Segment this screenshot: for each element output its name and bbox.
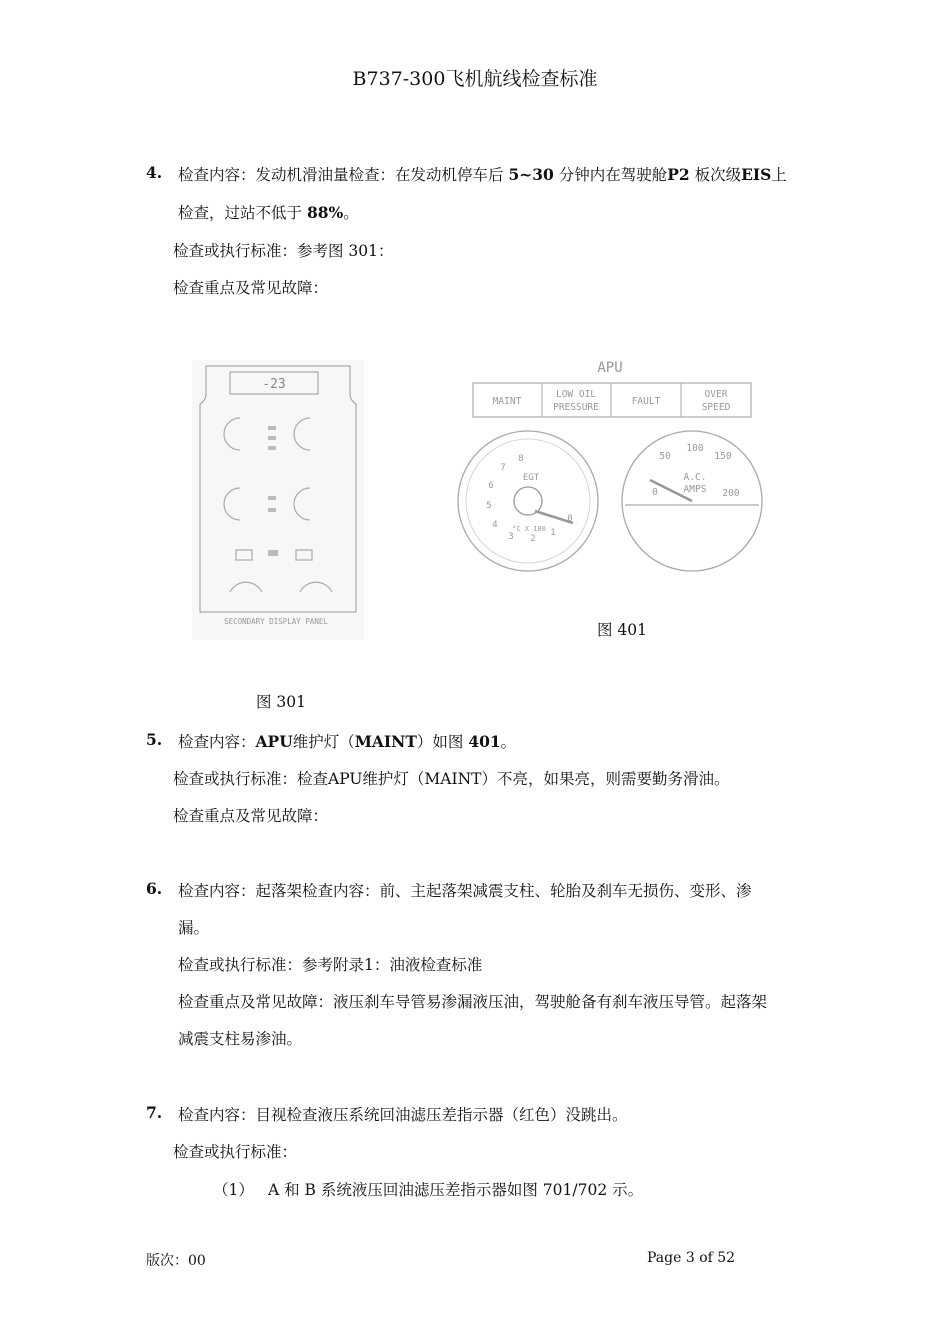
apu-title: APU [597, 360, 623, 376]
egt-sublabel: °C X 100 [512, 525, 546, 533]
item-4-content-line2: 检查，过站不低于 88%。 [178, 203, 359, 222]
amps-tick-150: 150 [714, 451, 732, 462]
item-6-content: 检查内容：起落架检查内容：前、主起落架减震支柱、轮胎及刹车无损伤、变形、渗 [178, 882, 752, 900]
item-7-number: 7. [146, 1103, 163, 1122]
footer-page: Page 3 of 52 [647, 1250, 736, 1266]
amps-label-bottom: AMPS [683, 484, 707, 495]
item-4-content: 检查内容：发动机滑油量检查：在发动机停车后 5~30 分钟内在驾驶舱P2 板次级EIS上 [178, 165, 787, 184]
egt-tick-0: 0 [567, 514, 573, 524]
amps-label-top: A.C. [683, 472, 707, 483]
light-over: OVER [704, 389, 728, 400]
light-speed: SPEED [701, 402, 731, 413]
egt-label: EGT [522, 473, 540, 483]
egt-tick-8: 8 [518, 454, 524, 464]
item-7-sub-text: A 和 B 系统液压回油滤压差指示器如图 701/702 示。 [268, 1181, 644, 1199]
page-title: B737-300飞机航线检查标准 [352, 68, 598, 90]
item-4-number: 4. [146, 163, 163, 182]
figure-401-caption: 图 401 [597, 621, 648, 639]
egt-tick-5: 5 [486, 501, 492, 511]
egt-tick-7: 7 [500, 463, 506, 473]
item-5-number: 5. [146, 730, 163, 749]
item-6-content-line2: 漏。 [178, 919, 210, 937]
figure-401-apu-panel [455, 355, 765, 590]
item-5-content: 检查内容：APU维护灯（MAINT）如图 401。 [178, 732, 517, 751]
panel-label: SECONDARY DISPLAY PANEL [224, 617, 328, 626]
amps-tick-100: 100 [686, 443, 704, 454]
light-fault: FAULT [631, 396, 661, 407]
light-low-oil: LOW OIL [555, 389, 597, 400]
item-6-faults-line2: 减震支柱易渗油。 [178, 1030, 303, 1048]
egt-tick-4: 4 [492, 520, 498, 530]
item-5-faults: 检查重点及常见故障： [173, 807, 329, 825]
item-4-standard: 检查或执行标准：参考图 301： [173, 242, 394, 260]
light-maint: MAINT [492, 396, 522, 407]
item-7-sub-number: （1） [213, 1181, 254, 1199]
item-6-number: 6. [146, 879, 163, 898]
item-6-faults: 检查重点及常见故障：液压刹车导管易渗漏液压油，驾驶舱备有刹车液压导管。起落架 [178, 993, 768, 1011]
egt-gauge [458, 431, 598, 571]
ac-amps-gauge [622, 431, 762, 571]
item-4-faults: 检查重点及常见故障： [173, 279, 329, 297]
amps-tick-200: 200 [722, 488, 740, 499]
panel-readout: -23 [262, 377, 286, 392]
egt-tick-1: 1 [550, 528, 556, 538]
item-7-standard: 检查或执行标准： [173, 1143, 298, 1161]
footer-version: 版次：00 [146, 1253, 206, 1269]
item-6-standard: 检查或执行标准：参考附录1：油液检查标准 [178, 956, 483, 974]
egt-tick-3: 3 [508, 532, 514, 542]
egt-tick-2: 2 [530, 534, 536, 544]
figure-301-caption: 图 301 [256, 693, 307, 711]
egt-tick-6: 6 [488, 481, 494, 491]
amps-tick-0: 0 [652, 487, 658, 498]
light-pressure: PRESSURE [553, 402, 599, 413]
figure-301-secondary-display-panel [192, 360, 364, 640]
amps-tick-50: 50 [659, 451, 671, 462]
item-5-standard: 检查或执行标准：检查APU维护灯（MAINT）不亮，如果亮，则需要勤务滑油。 [173, 770, 730, 788]
item-7-content: 检查内容：目视检查液压系统回油滤压差指示器（红色）没跳出。 [178, 1106, 628, 1124]
